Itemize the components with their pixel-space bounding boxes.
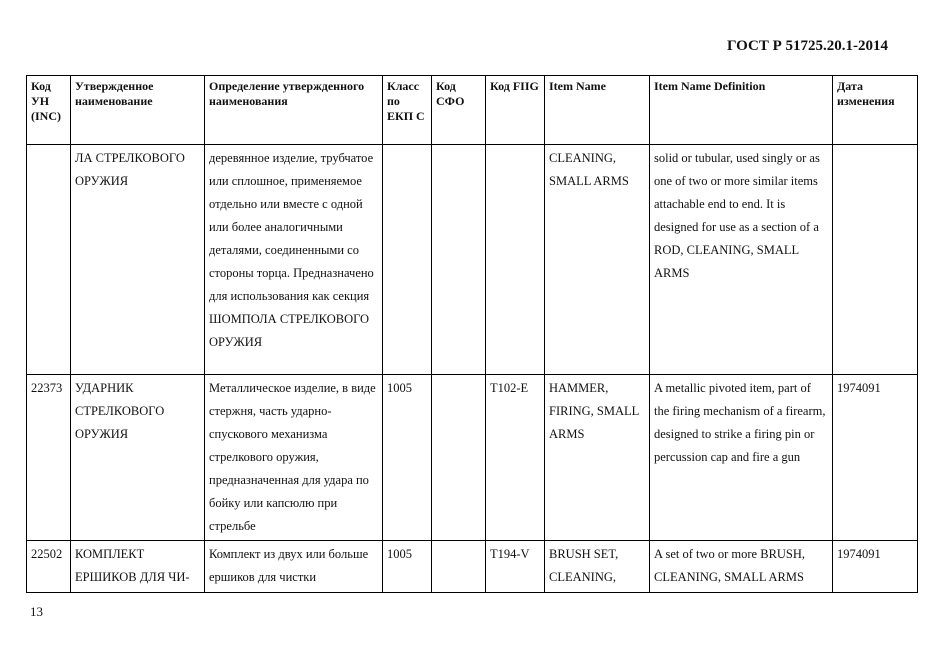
table-row xyxy=(27,375,918,541)
header-item-name: Item Name xyxy=(545,76,650,145)
cell-inc: 22373 xyxy=(27,375,71,541)
cell-item-definition: A set of two or more BRUSH, CLEANING, SMALL ARMS xyxy=(650,541,833,593)
header-change-date: Дата изменения xyxy=(833,76,918,145)
cell-change-date: 1974091 xyxy=(833,541,918,593)
cell-inc xyxy=(27,145,71,375)
cell-definition-ru: Металлическое изделие, в виде стержня, часть ударно-спускового механизма стрелкового оружия, предназначенная для удара по бойку или капсюлю при стрельбе xyxy=(205,375,383,541)
header-name-ru: Утвержденное наименование xyxy=(71,76,205,145)
header-sfo-code: Код СФО xyxy=(432,76,486,145)
cell-fiig-code: T194-V xyxy=(486,541,545,593)
cell-ekps-class: 1005 xyxy=(383,375,432,541)
cell-name-ru: УДАРНИК СТРЕЛКОВОГО ОРУЖИЯ xyxy=(71,375,205,541)
table-row xyxy=(27,145,918,375)
cell-change-date: 1974091 xyxy=(833,375,918,541)
cell-sfo-code xyxy=(432,375,486,541)
cell-sfo-code xyxy=(432,145,486,375)
page-number: 13 xyxy=(30,604,43,619)
cell-ekps-class: 1005 xyxy=(383,541,432,593)
header-fiig-code: Код FIIG xyxy=(486,76,545,145)
header-definition-ru: Определение утвержденного наименования xyxy=(205,76,383,145)
header-ekps-class: Класс по ЕКП С xyxy=(383,76,432,145)
cell-item-name: BRUSH SET, CLEANING, xyxy=(545,541,650,593)
cell-change-date xyxy=(833,145,918,375)
header-row xyxy=(27,76,918,145)
table-row xyxy=(27,541,918,593)
cell-definition-ru: Комплект из двух или больше ершиков для чистки xyxy=(205,541,383,593)
cell-item-definition: A metallic pivoted item, part of the firing mechanism of a firearm, designed to strike a firing pin or percussion cap and fire a gun xyxy=(650,375,833,541)
cell-item-name: CLEANING, SMALL ARMS xyxy=(545,145,650,375)
cell-definition-ru: деревянное изделие, трубчатое или сплошное, применяемое отдельно или вместе с одной или более аналогичными деталями, соединенными со стороны торца. Предназначено для использования как секция ШОМПОЛА СТРЕЛКОВОГО ОРУЖИЯ xyxy=(205,145,383,375)
cell-fiig-code: T102-E xyxy=(486,375,545,541)
cell-name-ru: КОМПЛЕКТ ЕРШИКОВ ДЛЯ ЧИ- xyxy=(71,541,205,593)
cell-ekps-class xyxy=(383,145,432,375)
cell-item-definition: solid or tubular, used singly or as one of two or more similar items attachable end to end. It is designed for use as a section of a ROD, CLEANING, SMALL ARMS xyxy=(650,145,833,375)
cell-name-ru: ЛА СТРЕЛКОВОГО ОРУЖИЯ xyxy=(71,145,205,375)
registry-table xyxy=(26,75,918,593)
cell-inc: 22502 xyxy=(27,541,71,593)
header-item-definition: Item Name Definition xyxy=(650,76,833,145)
cell-item-name: HAMMER, FIRING, SMALL ARMS xyxy=(545,375,650,541)
document-id: ГОСТ Р 51725.20.1-2014 xyxy=(726,38,888,54)
cell-fiig-code xyxy=(486,145,545,375)
header-inc: Код УН (INC) xyxy=(27,76,71,145)
cell-sfo-code xyxy=(432,541,486,593)
